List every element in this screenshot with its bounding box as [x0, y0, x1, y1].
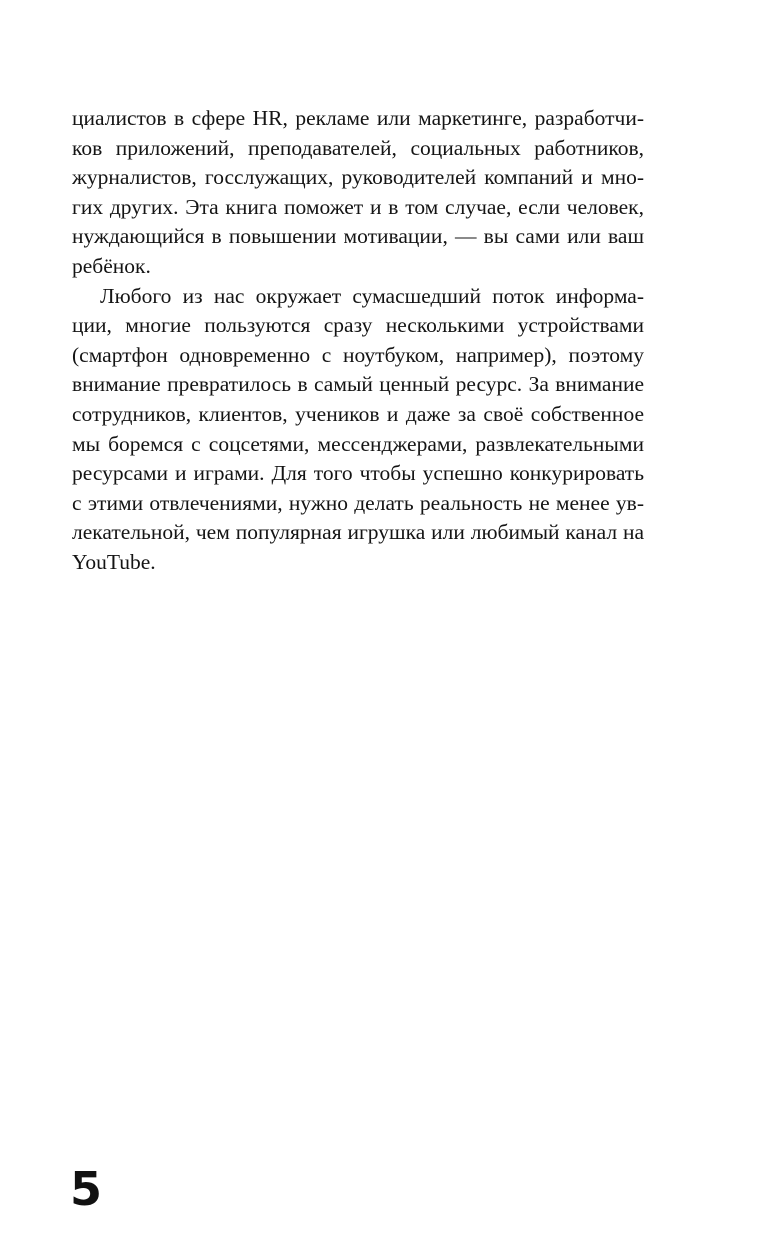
paragraph-1 [72, 104, 644, 282]
text-line: с этими отвлечениями, нужно делать реальность не менее ув- [72, 490, 644, 515]
text-line: ции, многие пользуются сразу несколькими устройствами [72, 313, 644, 338]
text-line: ребёнок. [72, 253, 151, 278]
text-line: YouTube. [72, 549, 156, 574]
text-line: сотрудников, клиентов, учеников и даже за своё собственное [72, 401, 644, 426]
text-line: гих других. Эта книга поможет и в том случае, если человек, [72, 194, 644, 219]
text-line: (смартфон одновременно с ноутбуком, например), поэтому [72, 342, 644, 367]
text-line: Любого из нас окружает сумасшедший поток информа- [100, 283, 644, 308]
text-line: циалистов в сфере HR, рекламе или маркетинге, разработчи- [72, 106, 644, 130]
text-line: мы боремся с соцсетями, мессенджерами, развлекательными [72, 431, 644, 456]
text-line: внимание превратилось в самый ценный ресурс. За внимание [72, 372, 644, 397]
text-line: журналистов, госслужащих, руководителей компаний и мно- [72, 165, 644, 190]
page-number: 5 [70, 1162, 103, 1216]
paragraph-2 [72, 282, 644, 578]
text-line: ресурсами и играми. Для того чтобы успешно конкурировать [72, 461, 644, 486]
text-line: ков приложений, преподавателей, социальных работников, [72, 135, 644, 160]
body-text [72, 104, 644, 578]
text-line: нуждающийся в повышении мотивации, — вы сами или ваш [72, 224, 644, 249]
text-line: лекательной, чем популярная игрушка или любимый канал на [72, 520, 644, 545]
